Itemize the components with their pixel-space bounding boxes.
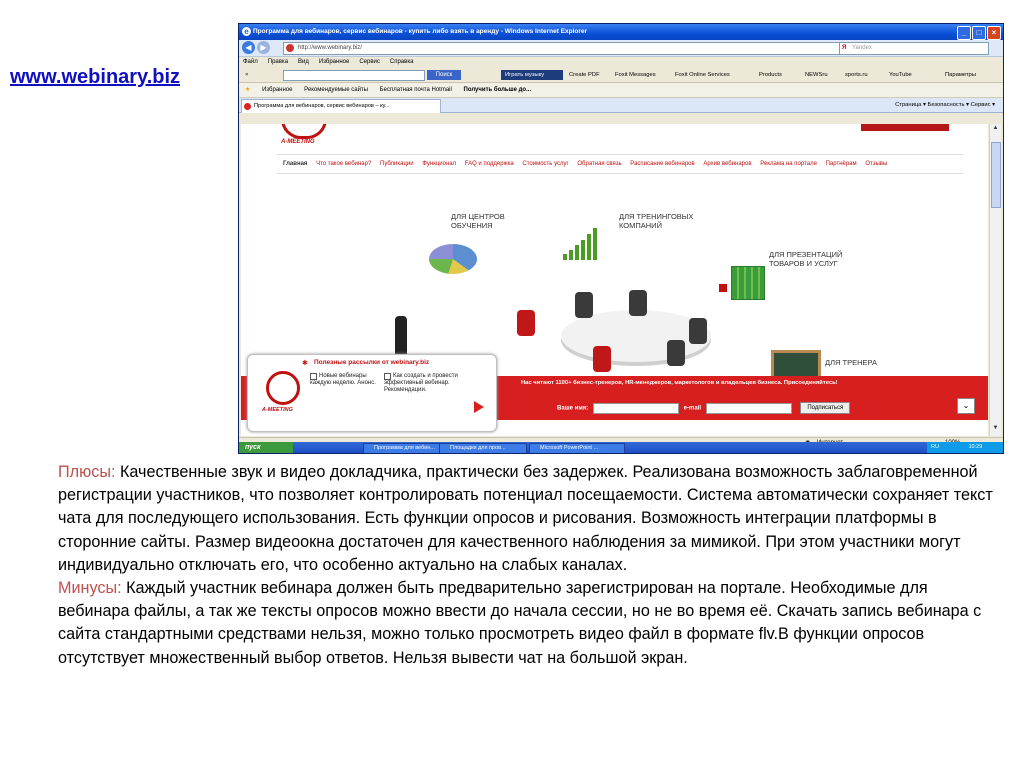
system-tray	[927, 442, 1003, 453]
nav-what-is[interactable]: Что такое вебинар?	[316, 161, 372, 167]
nav-schedule[interactable]: Расписание вебинаров	[630, 161, 695, 167]
cons-text: Каждый участник вебинара должен быть предварительно зарегистрирован на портале. Необходимые для вебинара файлы, а так же тексты опросов можно ввести до начала сессии, но не во время её. Скачать запись вебинара с сайта стандартными средствами нельзя, можно только просмотреть видео файл в формате flv.В функции опросов отсутствует множественный выбор ответов. Нельзя вывести чат на большой экран.	[58, 579, 982, 667]
nav-home[interactable]: Главная	[283, 161, 308, 167]
chair-icon	[593, 346, 611, 372]
subscribe-button[interactable]: Подписаться	[800, 402, 850, 414]
nav-faq[interactable]: FAQ и поддержка	[464, 161, 514, 167]
taskbar	[239, 442, 1003, 453]
toolbar-search-button[interactable]: Поиск	[427, 70, 461, 80]
chevron-down-icon[interactable]: ⌄	[957, 398, 975, 414]
foxit-services-button[interactable]: Foxit Online Services	[675, 72, 730, 78]
address-bar-row	[239, 40, 1003, 57]
scroll-down-icon[interactable]: ▼	[992, 425, 999, 431]
site-logo-text: A-MEETING	[281, 139, 315, 145]
close-toolbar-icon[interactable]: ×	[245, 72, 249, 78]
slide-body	[58, 461, 998, 670]
nav-ads[interactable]: Реклама на портале	[760, 161, 817, 167]
nav-reviews[interactable]: Отзывы	[865, 161, 888, 167]
checkbox-icon[interactable]	[384, 373, 391, 380]
pros-label: Плюсы:	[58, 463, 116, 481]
popup-logo-icon	[266, 371, 300, 405]
segment-training-l2: КОМПАНИЙ	[619, 221, 662, 230]
address-input[interactable]	[283, 42, 847, 55]
segment-centers[interactable]	[451, 212, 505, 230]
chair-icon	[667, 340, 685, 366]
menu-favorites[interactable]: Избранное	[318, 59, 350, 65]
site-favicon-icon	[286, 44, 294, 52]
segment-presentations[interactable]	[769, 250, 842, 268]
task-ie[interactable]: Программа для вебин...	[363, 443, 445, 454]
fav-hotmail[interactable]: Бесплатная почта Hotmail	[379, 87, 452, 93]
name-label: Ваше имя:	[557, 405, 589, 412]
tab-webinary[interactable]	[241, 99, 441, 113]
clock: 10:29	[968, 444, 983, 450]
segment-trainer[interactable]: ДЛЯ ТРЕНЕРА	[825, 358, 878, 367]
favorites-button[interactable]: Избранное	[262, 87, 293, 93]
window-title-bar	[239, 24, 1003, 40]
segment-presentations-l1: ДЛЯ ПРЕЗЕНТАЦИЙ	[769, 250, 843, 259]
checkbox-icon[interactable]	[310, 373, 317, 380]
favorites-bar	[239, 83, 1003, 98]
favorites-star-icon: ★	[245, 87, 251, 93]
popup-option-2[interactable]	[384, 373, 472, 394]
popup-close-icon[interactable]: ✱	[302, 360, 308, 367]
name-input[interactable]	[593, 403, 679, 414]
tab-favicon-icon	[244, 103, 251, 110]
cubes-icon	[731, 266, 765, 300]
ie-logo-icon: e	[242, 27, 251, 36]
vertical-scrollbar[interactable]	[989, 124, 1001, 436]
window-title: Программа для вебинаров, сервис вебинаров - купить либо взять в аренду - Windows Internet Explorer	[253, 28, 588, 35]
popup-option-2-label: Как создать и провести эффективный вебинар. Рекомендации.	[384, 373, 458, 393]
segment-centers-l1: ДЛЯ ЦЕНТРОВ	[451, 212, 505, 221]
segment-presentations-l2: ТОВАРОВ И УСЛУГ	[769, 259, 838, 268]
segment-centers-l2: ОБУЧЕНИЯ	[451, 221, 493, 230]
create-pdf-button[interactable]: Create PDF	[569, 72, 600, 78]
menu-edit[interactable]: Правка	[267, 59, 289, 65]
maximize-icon[interactable]: □	[972, 26, 986, 40]
lang-indicator[interactable]: RU	[931, 444, 939, 450]
menu-file[interactable]: Файл	[243, 59, 258, 65]
pros-text: Качественные звук и видео докладчика, практически без задержек. Реализована возможность заблаговременной регистрации участников, что позволяет контролировать потенциал посещаемости. Система автоматически сохраняет текст чата для последующего использования. Есть функции опросов и рисования. Возможность интеграции платформы в сторонние сайты. Размер видеоокна достаточен для качественного наблюдения за мимикой. При этом участники могут индивидуально отключать его, что особенно актуально на слабых каналах.	[58, 463, 993, 574]
play-music-button[interactable]: Играть музыку	[501, 70, 563, 80]
chair-icon	[689, 318, 707, 344]
toolbar	[239, 68, 1003, 83]
close-icon[interactable]: ×	[987, 26, 1001, 40]
task-ie-2[interactable]: Площадки для пров...	[439, 443, 527, 454]
params-button[interactable]: Параметры	[945, 72, 976, 78]
top-red-button[interactable]	[861, 124, 949, 131]
red-square-icon	[719, 284, 727, 292]
tab-bar	[239, 98, 1003, 113]
segment-training-l1: ДЛЯ ТРЕНИНГОВЫХ	[619, 212, 694, 221]
cons-label: Минусы:	[58, 579, 122, 598]
tab-tools[interactable]: Страница ▾ Безопасность ▾ Сервис ▾	[895, 102, 995, 108]
popup-option-1-label: Новые вебинары каждую неделю. Анонс.	[310, 373, 376, 386]
task-powerpoint[interactable]: Microsoft PowerPoint ...	[529, 443, 625, 454]
nav-features[interactable]: Функционал	[422, 161, 457, 167]
start-button[interactable]: пуск	[239, 442, 293, 453]
pie-chart-icon	[429, 244, 477, 274]
popup-arrow-icon[interactable]	[474, 401, 484, 413]
growth-bars-icon	[563, 224, 607, 260]
site-logo-icon	[281, 124, 327, 139]
chair-icon	[629, 290, 647, 316]
newsru-button[interactable]: NEWSru	[805, 72, 828, 78]
youtube-button[interactable]: YouTube	[889, 72, 912, 78]
menu-bar	[239, 57, 1003, 68]
subscribe-form	[557, 402, 850, 414]
nav-pricing[interactable]: Стоимость услуг	[522, 161, 569, 167]
email-label: e-mail	[683, 405, 701, 412]
chair-icon	[517, 310, 535, 336]
yandex-placeholder: Yandex	[852, 45, 872, 51]
menu-tools[interactable]: Сервис	[359, 59, 380, 65]
web-page	[241, 124, 988, 436]
toolbar-search-input[interactable]	[283, 70, 425, 81]
popup-option-1[interactable]	[310, 373, 380, 387]
email-input[interactable]	[706, 403, 792, 414]
menu-help[interactable]: Справка	[389, 59, 414, 65]
segment-training[interactable]	[619, 212, 693, 230]
popup-title: Полезные рассылки от webinary.biz	[314, 359, 430, 366]
back-icon[interactable]: ◀	[242, 41, 255, 54]
address-text: http://www.webinary.biz/	[298, 45, 362, 51]
foxit-messages-button[interactable]: Foxit Messages	[615, 72, 656, 78]
chair-icon	[575, 292, 593, 318]
sportsru-button[interactable]: sports.ru	[845, 72, 868, 78]
nav-feedback[interactable]: Обратная связь	[577, 161, 622, 167]
scroll-up-icon[interactable]: ▲	[992, 125, 999, 131]
scroll-thumb[interactable]	[991, 142, 1001, 208]
webinary-link[interactable]: www.webinary.biz	[10, 66, 181, 88]
products-button[interactable]: Products	[759, 72, 782, 78]
band-text: Нас читают 1100+ бизнес-тренеров, HR-менеджеров, маркетологов и владельцев бизнеса. Присоединяйтесь!	[521, 380, 838, 386]
popup-logo-text: A-MEETING	[262, 407, 293, 413]
nav-publications[interactable]: Публикации	[380, 161, 414, 167]
yandex-icon: Я	[842, 45, 847, 51]
fav-recommended[interactable]: Рекомендуемые сайты	[304, 87, 368, 93]
site-nav	[277, 154, 963, 174]
menu-view[interactable]: Вид	[298, 59, 309, 65]
minimize-icon[interactable]: _	[957, 26, 971, 40]
fav-more[interactable]: Получить больше до...	[463, 87, 532, 93]
nav-archive[interactable]: Архив вебинаров	[703, 161, 752, 167]
nav-partners[interactable]: Партнёрам	[825, 161, 857, 167]
forward-icon[interactable]: ▶	[257, 41, 270, 54]
newsletter-popup	[247, 354, 497, 432]
yandex-search-input[interactable]	[839, 42, 989, 55]
tab-title: Программа для вебинаров, сервис вебинаров – ку...	[254, 103, 390, 109]
ie-window	[238, 23, 1004, 454]
